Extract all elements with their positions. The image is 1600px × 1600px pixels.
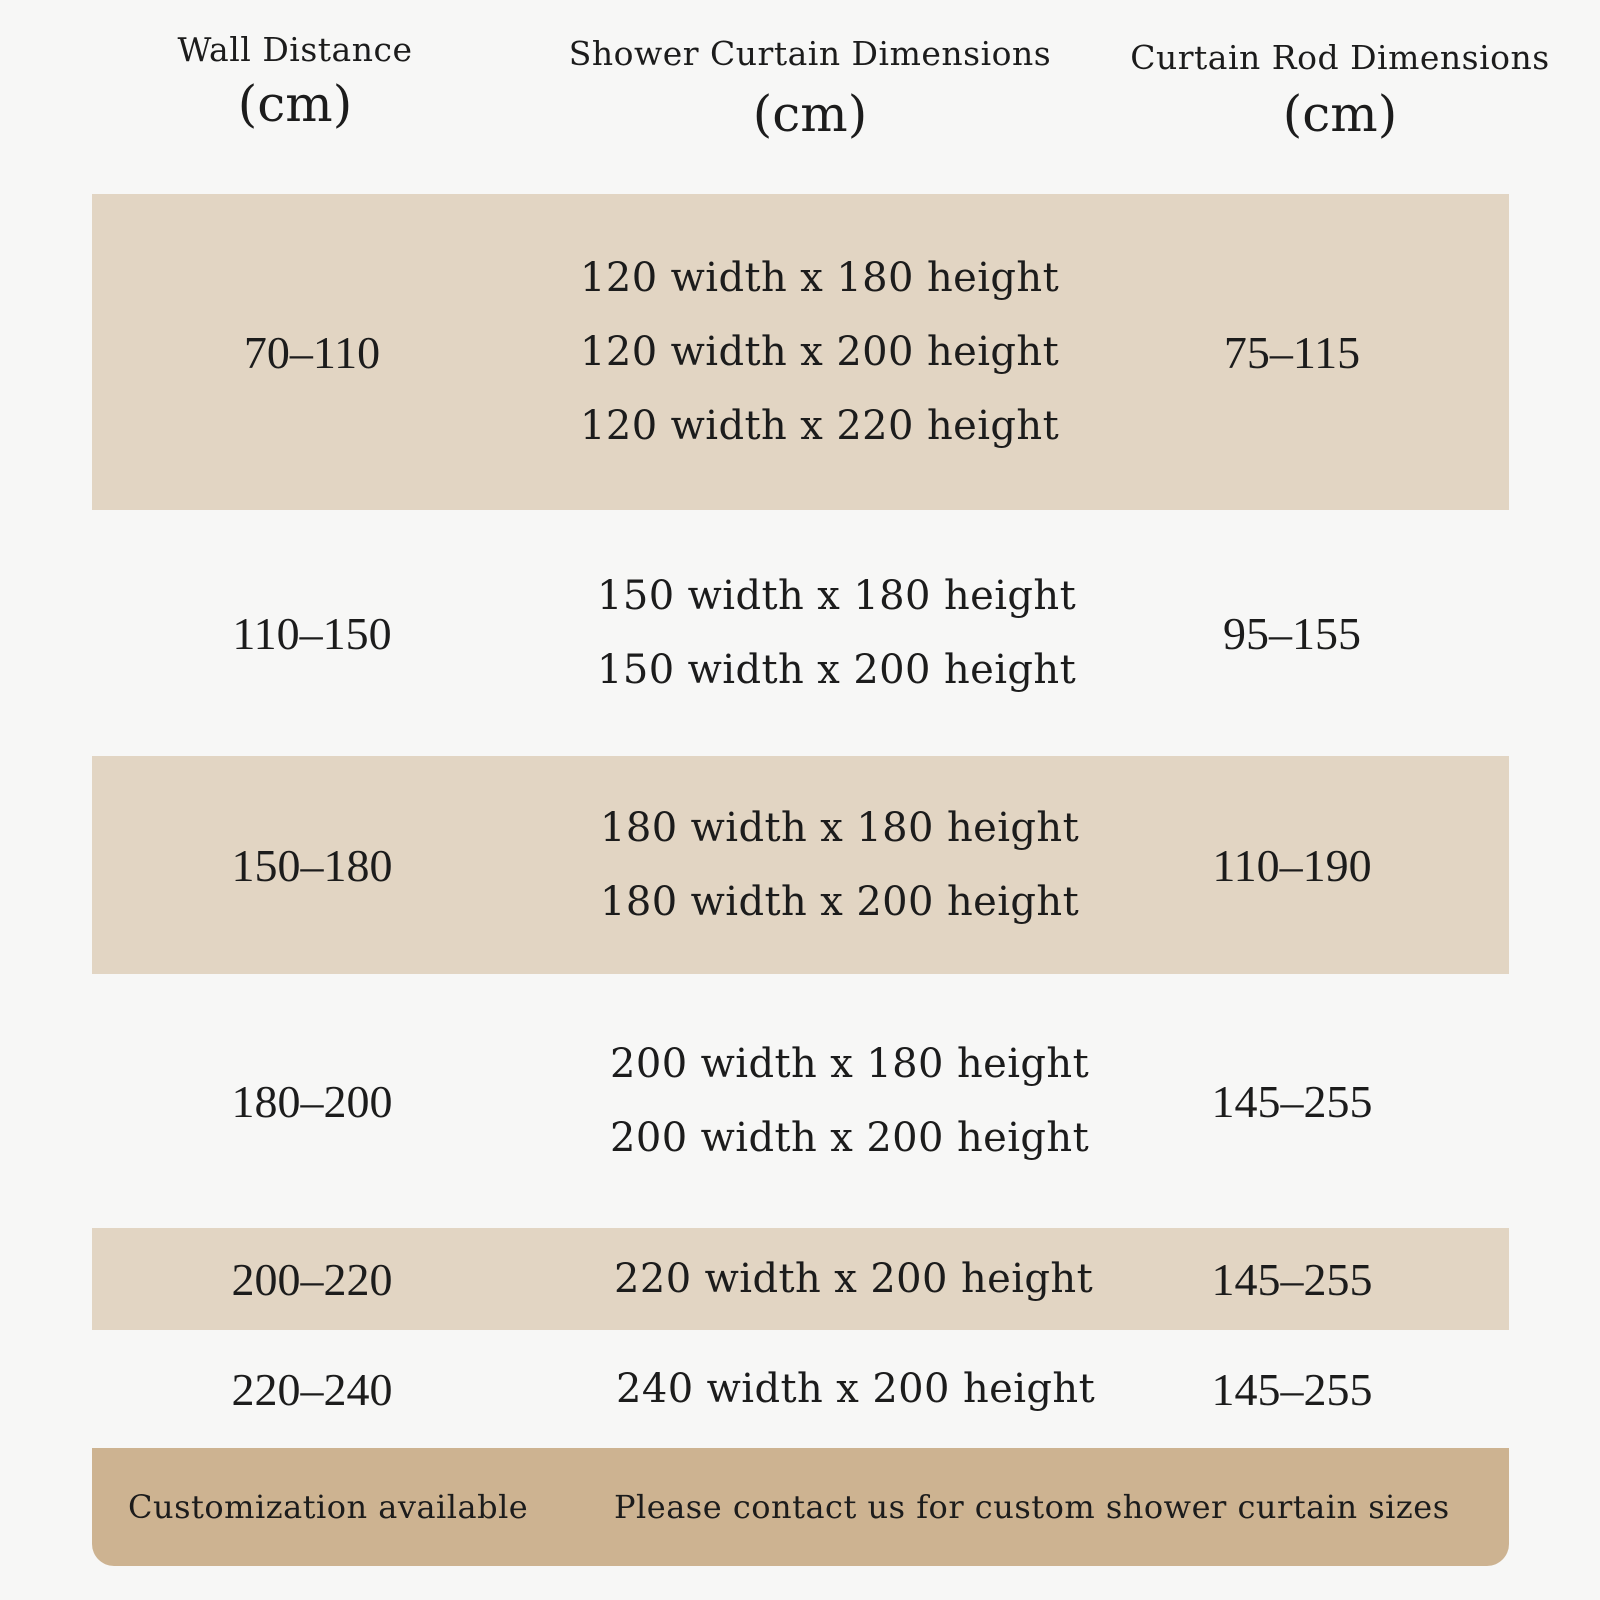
rod-dimensions-cell: 145–255 [1211, 1363, 1373, 1415]
curtain-size: 120 width x 180 height [580, 255, 1060, 301]
header-rod-unit: (cm) [1282, 85, 1398, 143]
table-row [92, 756, 1509, 974]
table-row [92, 974, 1509, 1228]
wall-distance-cell: 220–240 [231, 1363, 393, 1415]
curtain-size: 150 width x 200 height [597, 647, 1077, 693]
rod-dimensions-cell: 75–115 [1223, 326, 1361, 378]
curtain-size: 240 width x 200 height [616, 1366, 1096, 1412]
wall-distance-cell: 70–110 [243, 326, 381, 378]
header-wall-distance [130, 30, 460, 133]
rod-dimensions-cell: 145–255 [1211, 1075, 1373, 1127]
header-curtain-dimensions [540, 34, 1080, 143]
curtain-size: 180 width x 180 height [600, 805, 1080, 851]
wall-distance-cell: 110–150 [232, 607, 392, 659]
curtain-dimensions-cell [600, 756, 1100, 974]
customization-label: Customization available [128, 1488, 529, 1526]
header-wall-unit: (cm) [237, 75, 353, 133]
wall-distance-cell: 200–220 [231, 1253, 393, 1305]
curtain-size: 120 width x 220 height [580, 403, 1060, 449]
rod-dimensions-cell: 110–190 [1212, 839, 1372, 891]
table-row [92, 1228, 1509, 1330]
curtain-size: 120 width x 200 height [580, 329, 1060, 375]
curtain-dimensions-cell [616, 1330, 1116, 1448]
table-row [92, 194, 1509, 510]
custom-size-contact-note: Please contact us for custom shower curtain sizes [614, 1488, 1450, 1526]
wall-distance-cell: 150–180 [231, 839, 393, 891]
rod-dimensions-cell: 145–255 [1211, 1253, 1373, 1305]
header-wall-title: Wall Distance [177, 30, 413, 69]
curtain-size: 200 width x 180 height [610, 1041, 1090, 1087]
curtain-dimensions-cell [580, 194, 1080, 510]
curtain-size: 150 width x 180 height [597, 573, 1077, 619]
curtain-size: 180 width x 200 height [600, 879, 1080, 925]
curtain-dimensions-cell [610, 974, 1110, 1228]
wall-distance-cell: 180–200 [231, 1075, 393, 1127]
rod-dimensions-cell: 95–155 [1223, 607, 1361, 659]
table-row [92, 1330, 1509, 1448]
header-rod-dimensions [1100, 38, 1580, 143]
header-curtain-unit: (cm) [752, 85, 868, 143]
curtain-size: 200 width x 200 height [610, 1115, 1090, 1161]
header-rod-title: Curtain Rod Dimensions [1130, 38, 1550, 77]
curtain-dimensions-cell [614, 1228, 1114, 1330]
table-row [92, 510, 1509, 756]
customization-footer [92, 1448, 1509, 1566]
header-curtain-title: Shower Curtain Dimensions [568, 34, 1052, 73]
curtain-size: 220 width x 200 height [614, 1256, 1094, 1302]
curtain-dimensions-cell [597, 510, 1097, 756]
table-header [0, 30, 1600, 160]
